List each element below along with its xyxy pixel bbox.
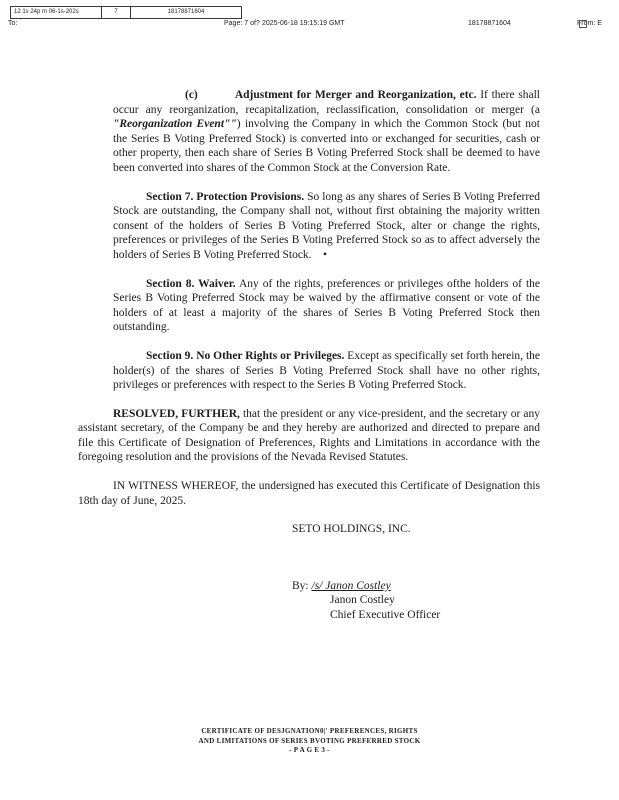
document-body <box>78 88 540 623</box>
text-segment: Except as specifically set forth herein, the holder(s) of the shares of Series B Voting Preferred Stock shall have no other rights, privileges or preferences with respect to the Series B Voting Preferred Stock. <box>113 349 541 392</box>
paragraph-section-9 <box>113 349 540 393</box>
paragraph-in-witness <box>78 479 540 508</box>
fax-stamp-number: 18178871604 <box>130 7 241 18</box>
checkbox-glyph <box>579 20 587 28</box>
fax-page-count: Page: 7 of? <box>224 20 260 27</box>
text-segment: Section 9. No Other Rights or Privileges. <box>146 349 345 362</box>
signature-by-line <box>292 579 540 594</box>
text-segment: By: <box>292 579 312 592</box>
fax-stamp-datetime: 12 1s 24p m 06-1s-202s <box>14 9 79 15</box>
text-segment: /s/ Janon Costley <box>311 579 391 592</box>
text-segment: Any of the rights, preferences or privileges ofthe holders of the Series B Voting Preferred Stock may be waived by the affirmative consent or vote of the holders of at least a majority of the shares of Series B Voting Preferred Stock then outstanding. <box>113 277 541 334</box>
company-name-line <box>292 522 540 537</box>
signature-title-line <box>330 608 540 623</box>
paragraph-section-8 <box>113 277 540 335</box>
signature-name-line <box>330 593 540 608</box>
text-segment <box>198 89 235 101</box>
text-segment: RESOLVED, FURTHER, <box>113 407 240 420</box>
paragraph-section-7 <box>113 190 540 263</box>
paragraph-c-adjustment <box>113 88 540 176</box>
fax-stamp-box <box>10 6 242 19</box>
text-segment: Adjustment for Merger and Reorganization, etc. <box>234 89 477 101</box>
text-segment: Section 7. Protection Provisions. <box>146 190 305 203</box>
paragraph-resolved-further <box>78 407 540 465</box>
text-segment: that the president or any vice-president, and the secretary or any assistant secretary, of the Company be and they hereby are authorized and directed to prepare and file this Certificate of Designation of Preferences, Rights and Limitations in accordance with the foregoing resolution and the provisions of the Nevada Revised Statutes. <box>78 407 540 464</box>
fax-timestamp: 2025-06-18 19:15:19 GMT <box>262 20 345 27</box>
text-segment: IN WITNESS WHEREOF, the undersigned has executed this Certificate of Designation this 18th day of June, 2025. <box>78 480 540 507</box>
page-footer <box>0 727 619 756</box>
text-segment: Janon Costley <box>330 594 395 607</box>
text-segment: So long as any shares of Series B Voting Preferred Stock are outstanding, the Company shall not, without first obtaining the majority written consent of the holders of Series B Voting Preferred Stock, alter or change the rights, preferences or privileges of the Series B Voting Preferred Stock so as to affect adversely the holders of Series B Voting Preferred Stock. • <box>113 190 541 261</box>
text-segment: (c) <box>185 89 198 101</box>
fax-header-line <box>0 20 619 32</box>
text-segment: If there shall occur any reorganization, recapitalization, reclassification, consolidation or merger (a <box>113 89 540 116</box>
footer-line-1: CERTIFICATE OF DESJGNATION0|' PREFERENCES, RIGHTS <box>201 727 418 735</box>
text-segment: ) involving the Company in which the Common Stock (but not the Series B Voting Preferred Stock) is converted into or exchanged for securities, cash or other property, then each share of Series B Voting Preferred Stock shall be deemed to have been converted into shares of the Common Stock at the Conversion Rate. <box>113 118 540 174</box>
footer-line-2: AND LIMITATIONS OF SERIES BVOTING PREFERRED STOCK <box>198 736 421 745</box>
text-segment: SETO HOLDINGS, INC. <box>292 523 411 536</box>
fax-number: 18178871604 <box>468 20 511 27</box>
fax-to-label: To: <box>8 20 18 27</box>
text-segment: Chief Executive Officer <box>330 609 441 622</box>
text-segment: "Reorganization Event"" <box>113 118 237 131</box>
fax-from-text: From: E <box>577 20 602 27</box>
fax-stamp-page: 7 <box>101 7 130 18</box>
text-segment: Section 8. Waiver. <box>146 277 236 290</box>
footer-page-number: - P A G E 3 - <box>289 746 330 754</box>
